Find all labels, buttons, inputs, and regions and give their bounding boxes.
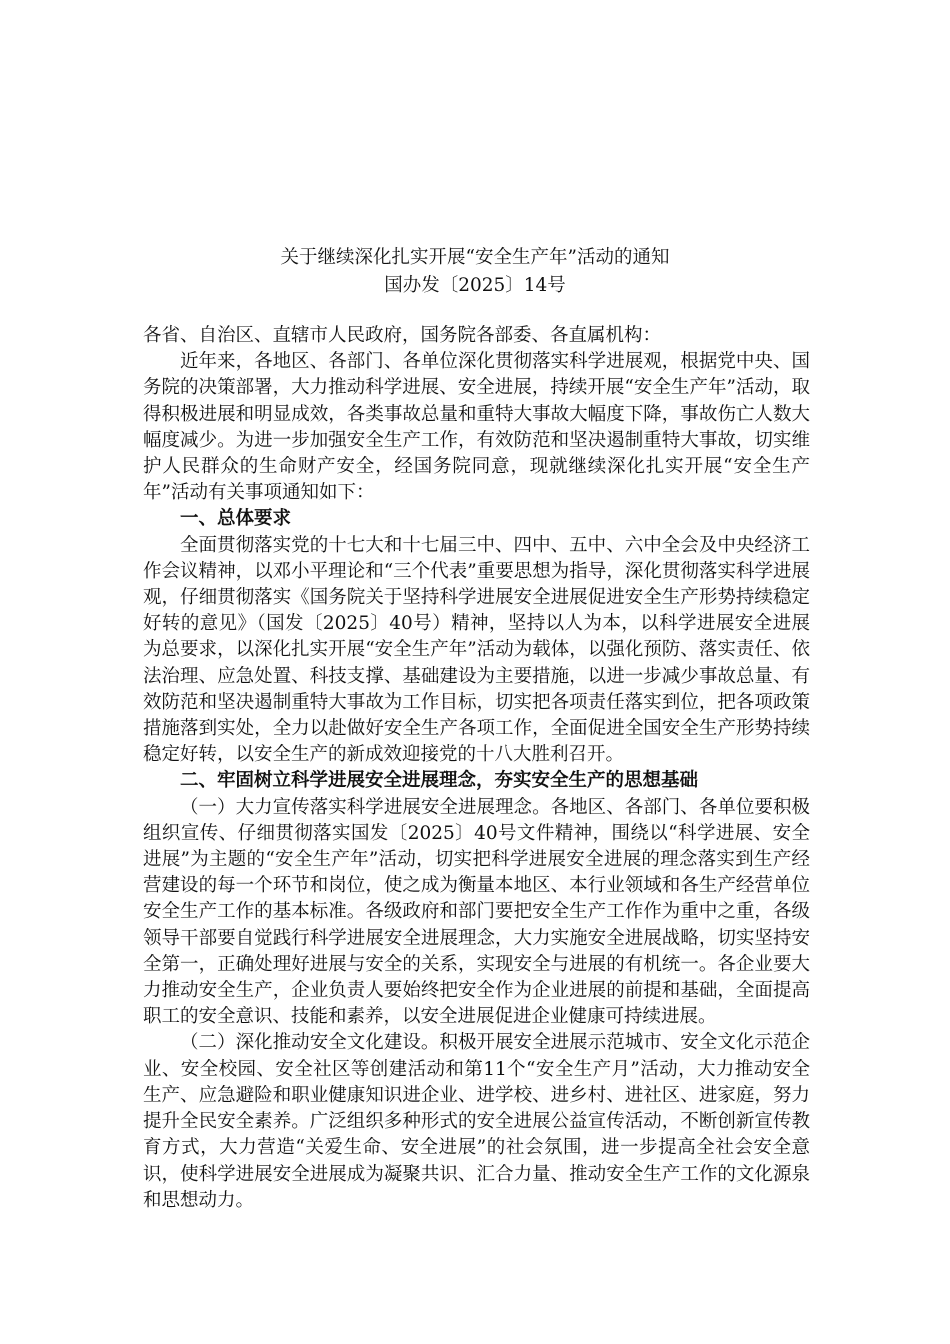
section-2-item-2: （二）深化推动安全文化建设。积极开展安全进展示范城市、安全文化示范企业、安全校园、安全社区等创建活动和第11个“安全生产月”活动，大力推动安全生产、应急避险和职业健康知识进企业、进学校、进乡村、进社区、进家庭，努力提升全民安全素养。广泛组织多种形式的安全进展公益宣传活动，不断创新宣传教育方式，大力营造“关爱生命、安全进展”的社会氛围，进一步提高全社会安全意识，使科学进展安全进展成为凝聚共识、汇合力量、推动安全生产工作的文化源泉和思想动力。	[143, 1032, 810, 1211]
section-1-paragraph: 全面贯彻落实党的十七大和十七届三中、四中、五中、六中全会及中央经济工作会议精神，以邓小平理论和“三个代表”重要思想为指导，深化贯彻落实科学进展观，仔细贯彻落实《国务院关于坚持科学进展安全进展促进安全生产形势持续稳定好转的意见》（国发〔2025〕40号）精神，坚持以人为本，以科学进展安全进展为总要求，以深化扎实开展“安全生产年”活动为载体，以强化预防、落实责任、依法治理、应急处置、科技支撑、基础建设为主要措施，以进一步减少事故总量、有效防范和坚决遏制重特大事故为工作目标，切实把各项责任落实到位，把各项政策措施落到实处，全力以赴做好安全生产各项工作，全面促进全国安全生产形势持续稳定好转，以安全生产的新成效迎接党的十八大胜利召开。	[143, 534, 810, 766]
section-2-item-1: （一）大力宣传落实科学进展安全进展理念。各地区、各部门、各单位要积极组织宣传、仔细贯彻落实国发〔2025〕40号文件精神，围绕以“科学进展、安全进展”为主题的“安全生产年”活动，切实把科学进展安全进展的理念落实到生产经营建设的每一个环节和岗位，使之成为衡量本地区、本行业领域和各生产经营单位安全生产工作的基本标准。各级政府和部门要把安全生产工作作为重中之重，各级领导干部要自觉践行科学进展安全进展理念，大力实施安全进展战略，切实坚持安全第一，正确处理好进展与安全的关系，实现安全与进展的有机统一。各企业要大力推动安全生产，企业负责人要始终把安全作为企业进展的前提和基础，全面提高职工的安全意识、技能和素养，以安全进展促进企业健康可持续进展。	[143, 796, 810, 1028]
document-header	[140, 244, 810, 300]
addressee: 各省、自治区、直辖市人民政府，国务院各部委、各直属机构：	[143, 325, 662, 346]
document-number: 国办发〔2025〕14号	[384, 275, 566, 296]
intro-paragraph: 近年来，各地区、各部门、各单位深化贯彻落实科学进展观，根据党中央、国务院的决策部署，大力推动科学进展、安全进展，持续开展“安全生产年”活动，取得积极进展和明显成效，各类事故总量和重特大事故大幅度下降，事故伤亡人数大幅度减少。为进一步加强安全生产工作，有效防范和坚决遏制重特大事故，切实维护人民群众的生命财产安全，经国务院同意，现就继续深化扎实开展“安全生产年”活动有关事项通知如下：	[143, 351, 810, 504]
document-body	[143, 323, 810, 1214]
document-title: 关于继续深化扎实开展“安全生产年”活动的通知	[280, 247, 670, 268]
section-1-heading: 一、总体要求	[180, 508, 292, 530]
section-2-heading: 二、牢固树立科学进展安全进展理念，夯实安全生产的思想基础	[180, 770, 699, 792]
